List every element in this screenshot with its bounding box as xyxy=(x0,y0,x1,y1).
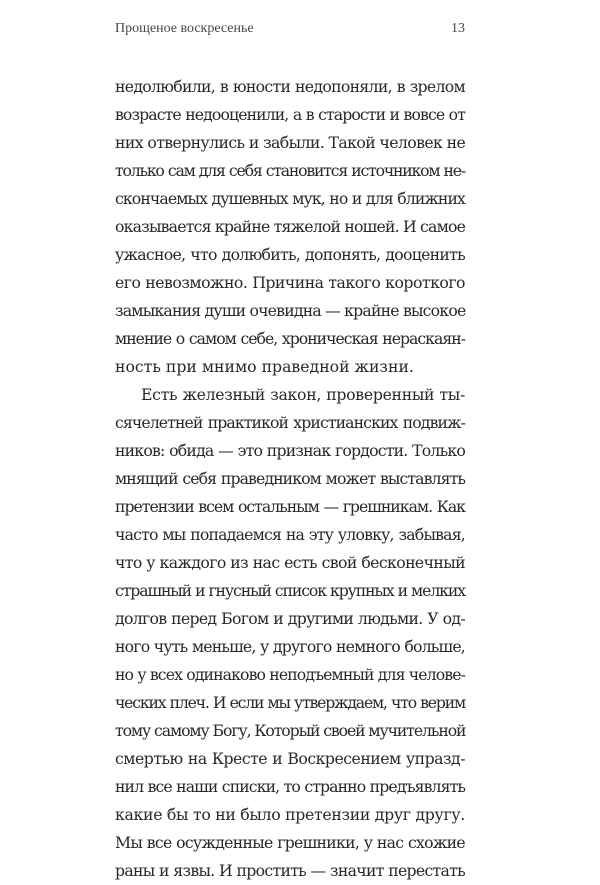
text-line: раны и язвы. И простить — значит перестать xyxy=(115,861,465,880)
text-line: Есть железный закон, проверенный ты- xyxy=(141,385,465,404)
text-line: ческих плеч. И если мы утверждаем, что верим xyxy=(115,693,465,712)
body-text xyxy=(115,73,465,885)
text-line: что у каждого из нас есть свой бесконечный xyxy=(115,553,465,572)
text-line: долгов перед Богом и другими людьми. У од- xyxy=(115,609,465,628)
text-line: претензии всем остальным — грешникам. Как xyxy=(115,497,465,516)
text-line: его невозможно. Причина такого короткого xyxy=(115,273,465,292)
running-title: Прощеное воскресенье xyxy=(115,21,254,36)
text-line: ного чуть меньше, у другого немного больше, xyxy=(115,637,465,656)
text-line: ников: обида — это признак гордости. Только xyxy=(115,441,465,460)
text-line: них отвернулись и забыли. Такой человек не xyxy=(115,133,466,152)
text-line: но у всех одинаково неподъемный для челове- xyxy=(115,665,465,684)
text-line: нил все наши списки, то странно предъявлять xyxy=(115,777,465,796)
text-line: замыкания души очевидна — крайне высокое xyxy=(115,301,466,320)
page-header xyxy=(115,19,465,39)
text-line: недолюбили, в юности недопоняли, в зрелом xyxy=(115,77,465,96)
text-line: мнящий себя праведником может выставлять xyxy=(115,469,465,488)
text-line: только сам для себя становится источником не- xyxy=(115,161,465,180)
text-line: мнение о самом себе, хроническая нераскаян- xyxy=(115,329,465,348)
text-line: смертью на Кресте и Воскресением упразд- xyxy=(115,749,465,768)
text-line: страшный и гнусный список крупных и мелких xyxy=(115,581,465,600)
text-line: оказывается крайне тяжелой ношей. И самое xyxy=(115,217,466,236)
text-line: возрасте недооценили, а в старости и вовсе от xyxy=(115,105,465,124)
text-line: тому самому Богу, Который своей мучительной xyxy=(115,721,466,740)
text-line: какие бы то ни было претензии друг другу. xyxy=(115,805,465,824)
text-line: Мы все осужденные грешники, у нас схожие xyxy=(115,833,465,852)
text-line: ность при мнимо праведной жизни. xyxy=(115,357,414,376)
text-line: часто мы попадаемся на эту уловку, забывая, xyxy=(115,525,465,544)
page-number: 13 xyxy=(451,21,465,36)
text-line: сячелетней практикой христианских подвиж- xyxy=(115,413,465,432)
text-line: скончаемых душевных мук, но и для ближних xyxy=(115,189,465,208)
text-line: ужасное, что долюбить, допонять, дооценить xyxy=(115,245,465,264)
